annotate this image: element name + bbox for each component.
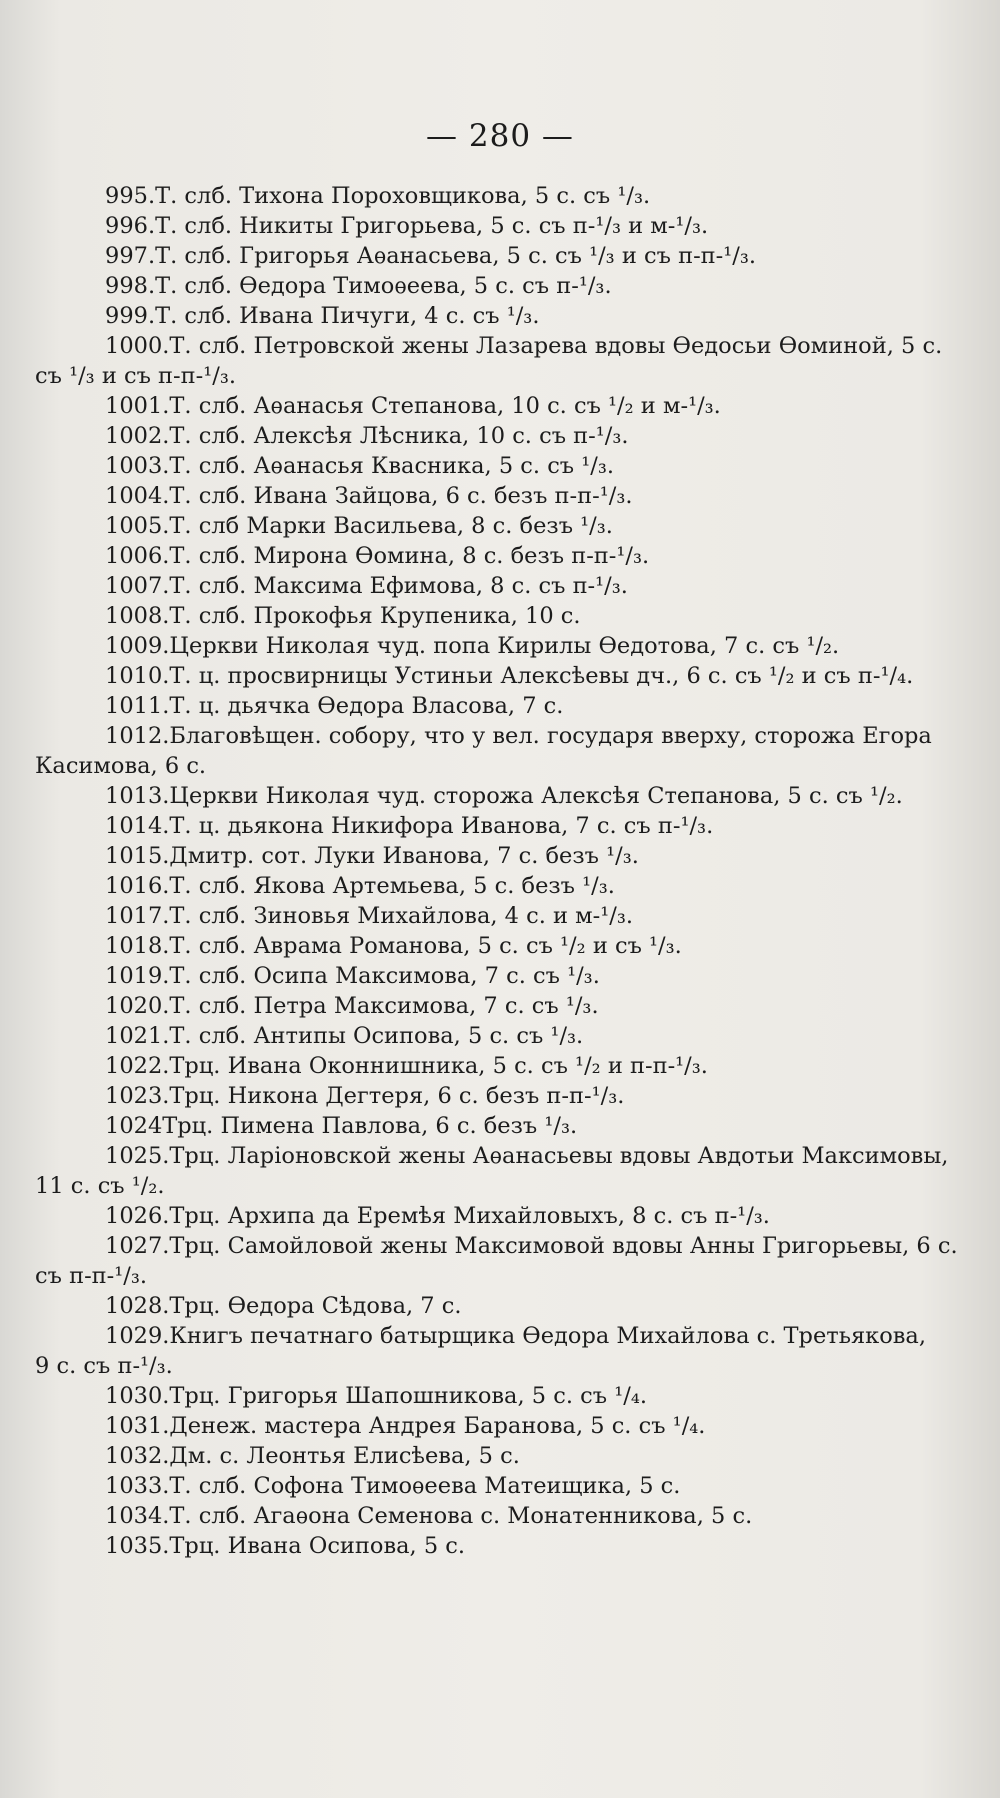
entry-number: 1011. (105, 693, 170, 719)
entry-number: 996. (105, 213, 156, 239)
list-item (35, 1471, 935, 1501)
list-item (35, 421, 935, 451)
entry-number: 1030. (105, 1383, 170, 1409)
entry-text: Т. слб. Аврама Романова, 5 с. съ ¹/₂ и съ ¹/₃. (169, 933, 682, 959)
list-item (35, 1531, 935, 1561)
entry-line (35, 571, 935, 601)
entry-number: 1002. (105, 423, 170, 449)
entry-number: 1021. (105, 1023, 170, 1049)
entry-continuation: 11 с. съ ¹/₂. (35, 1173, 165, 1199)
list-item (35, 1291, 935, 1321)
list-item (35, 931, 935, 961)
entry-text: Трц. Ивана Оконнишника, 5 с. съ ¹/₂ и п-п-¹/₃. (169, 1053, 708, 1079)
entry-line (35, 1321, 935, 1351)
entry-number: 1000. (105, 333, 170, 359)
entry-line (35, 331, 943, 361)
entry-number: 1013. (105, 783, 170, 809)
list-item (35, 661, 935, 691)
list-item (35, 721, 935, 781)
entry-number: 1026. (105, 1203, 170, 1229)
entry-line (35, 391, 935, 421)
entry-text: Т. слб. Агаѳона Семенова с. Монатенникова, 5 с. (169, 1503, 753, 1529)
entry-text: Т. слб. Петра Максимова, 7 с. съ ¹/₃. (169, 993, 599, 1019)
entry-number: 1016. (105, 873, 170, 899)
entry-text: Трц. Архипа да Еремѣя Михайловыхъ, 8 с. съ п-¹/₃. (169, 1203, 770, 1229)
entry-text: Т. слб. Мирона Ѳомина, 8 с. безъ п-п-¹/₃. (169, 543, 650, 569)
list-item (35, 1501, 935, 1531)
entry-line (35, 661, 935, 691)
entry-number: 1028. (105, 1293, 170, 1319)
list-item (35, 961, 935, 991)
entry-line (35, 451, 935, 481)
entry-number: 1017. (105, 903, 170, 929)
entry-line (35, 1051, 935, 1081)
list-item (35, 451, 935, 481)
entry-number: 1020. (105, 993, 170, 1019)
entry-text: Т. ц. дьякона Никифора Иванова, 7 с. съ п-¹/₃. (169, 813, 714, 839)
entry-text: Т. ц. дьячка Ѳедора Власова, 7 с. (169, 693, 564, 719)
entry-number: 1034. (105, 1503, 170, 1529)
entry-line (35, 1411, 935, 1441)
entry-number: 1003. (105, 453, 170, 479)
list-item (35, 1081, 935, 1111)
list-item (35, 241, 935, 271)
list-item (35, 811, 935, 841)
entry-text: Дм. с. Леонтья Елисѣева, 5 с. (169, 1443, 520, 1469)
entry-number: 997. (105, 243, 156, 269)
entry-line (35, 271, 935, 301)
entry-line (35, 691, 935, 721)
entry-line (35, 1021, 935, 1051)
entry-number: 1009. (105, 633, 170, 659)
list-item (35, 1321, 935, 1381)
entry-number: 1029. (105, 1323, 170, 1349)
list-item (35, 571, 935, 601)
entry-text: Т. слб. Аѳанасья Степанова, 10 с. съ ¹/₂ и м-¹/₃. (169, 393, 721, 419)
entry-number: 999. (105, 303, 156, 329)
entry-continuation: 9 с. съ п-¹/₃. (35, 1353, 173, 1379)
entry-line (35, 511, 935, 541)
entry-line (35, 781, 935, 811)
entry-number: 1022. (105, 1053, 170, 1079)
list-item (35, 781, 935, 811)
entry-line (35, 1111, 935, 1141)
entry-text: Трц. Никона Дегтеря, 6 с. безъ п-п-¹/₃. (169, 1083, 625, 1109)
entry-number: 1033. (105, 1473, 170, 1499)
list-item (35, 1411, 935, 1441)
entry-number: 1010. (105, 663, 170, 689)
entry-line (35, 631, 935, 661)
list-item (35, 631, 935, 661)
entry-line (35, 541, 935, 571)
entry-number: 1008. (105, 603, 170, 629)
entry-line (35, 601, 935, 631)
list-item (35, 301, 935, 331)
entry-text: Т. слб. Софона Тимоѳеева Матеищика, 5 с. (169, 1473, 681, 1499)
entry-number: 1004. (105, 483, 170, 509)
entry-line (35, 1231, 958, 1261)
entry-number: 998. (105, 273, 156, 299)
entry-number: 1001. (105, 393, 170, 419)
entry-text: Т. ц. просвирницы Устиньи Алексѣевы дч., 6 с. съ ¹/₂ и съ п-¹/₄. (169, 663, 914, 689)
list-item (35, 691, 935, 721)
entry-number: 1018. (105, 933, 170, 959)
entry-number: 1027. (105, 1233, 170, 1259)
entry-text: Т. слб. Тихона Пороховщикова, 5 с. съ ¹/₃. (155, 183, 651, 209)
list-item (35, 511, 935, 541)
entry-text: Т. слб. Аѳанасья Квасника, 5 с. съ ¹/₃. (169, 453, 615, 479)
list-item (35, 211, 935, 241)
entry-line (35, 1501, 935, 1531)
entry-number: 1025. (105, 1143, 170, 1169)
entry-number: 1012. (105, 723, 170, 749)
entry-text: Т. слб. Прокофья Крупеника, 10 с. (169, 603, 581, 629)
list-item (35, 1231, 958, 1291)
list-item (35, 841, 935, 871)
entry-text: Благовѣщен. собору, что у вел. государя вверху, сторожа Егора (169, 723, 932, 749)
entry-number: 1023. (105, 1083, 170, 1109)
entry-text: Т. слб. Зиновья Михайлова, 4 с. и м-¹/₃. (169, 903, 634, 929)
list-item (35, 541, 935, 571)
entry-line (35, 241, 935, 271)
entry-text: Т. слб Марки Васильева, 8 с. безъ ¹/₃. (169, 513, 613, 539)
entry-line (35, 421, 935, 451)
entry-text: Трц. Ѳедора Сѣдова, 7 с. (169, 1293, 462, 1319)
list-item (35, 1021, 935, 1051)
entry-number: 1006. (105, 543, 170, 569)
list-item (35, 271, 935, 301)
entry-line (35, 841, 935, 871)
list-item (35, 391, 935, 421)
entry-text: Т. слб. Осипа Максимова, 7 с. съ ¹/₃. (169, 963, 600, 989)
entry-text: Дмитр. сот. Луки Иванова, 7 с. безъ ¹/₃. (169, 843, 639, 869)
entry-line (35, 481, 935, 511)
entry-line (35, 1441, 935, 1471)
entry-number: 1032. (105, 1443, 170, 1469)
list-item (35, 1141, 949, 1201)
entry-text: Т. слб. Алексѣя Лѣсника, 10 с. съ п-¹/₃. (169, 423, 629, 449)
list-item (35, 871, 935, 901)
entry-number: 1015. (105, 843, 170, 869)
entry-text: Т. слб. Григорья Аѳанасьева, 5 с. съ ¹/₃ и съ п-п-¹/₃. (155, 243, 757, 269)
list-item (35, 1201, 935, 1231)
entry-text: Т. слб. Никиты Григорьева, 5 с. съ п-¹/₃ и м-¹/₃. (155, 213, 709, 239)
entry-text: Т. слб. Ивана Пичуги, 4 с. съ ¹/₃. (155, 303, 540, 329)
entry-text: Т. слб. Максима Ефимова, 8 с. съ п-¹/₃. (169, 573, 628, 599)
entry-line (35, 1381, 935, 1411)
list-item (35, 601, 935, 631)
entry-line (35, 961, 935, 991)
entry-number: 1014. (105, 813, 170, 839)
entry-line (35, 721, 935, 751)
page-number: — 280 — (426, 118, 574, 154)
entry-number: 1007. (105, 573, 170, 599)
entry-text: Книгъ печатнаго батырщика Ѳедора Михайлова с. Третьякова, (169, 1323, 926, 1349)
list-item (35, 331, 943, 391)
entry-number: 1024 (105, 1113, 163, 1139)
entry-line (35, 1081, 935, 1111)
entry-line (35, 301, 935, 331)
entry-text: Церкви Николая чуд. попа Кирилы Ѳедотова, 7 с. съ ¹/₂. (169, 633, 840, 659)
entry-line (35, 991, 935, 1021)
list-item (35, 1051, 935, 1081)
entry-number: 995. (105, 183, 156, 209)
entry-line (35, 1201, 935, 1231)
entry-line (35, 211, 935, 241)
entry-text: Трц. Пимена Павлова, 6 с. безъ ¹/₃. (162, 1113, 578, 1139)
list-item (35, 481, 935, 511)
entry-continuation: Касимова, 6 с. (35, 753, 207, 779)
entry-continuation: съ ¹/₃ и съ п-п-¹/₃. (35, 363, 237, 389)
entry-text: Т. слб. Ѳедора Тимоѳеева, 5 с. съ п-¹/₃. (155, 273, 612, 299)
entry-number: 1031. (105, 1413, 170, 1439)
entry-number: 1035. (105, 1533, 170, 1559)
entry-line (35, 1531, 935, 1561)
entry-text: Т. слб. Антипы Осипова, 5 с. съ ¹/₃. (169, 1023, 584, 1049)
entry-text: Т. слб. Ивана Зайцова, 6 с. безъ п-п-¹/₃. (169, 483, 633, 509)
entry-list (35, 181, 958, 1561)
entry-text: Трц. Григорья Шапошникова, 5 с. съ ¹/₄. (169, 1383, 647, 1409)
entry-line (35, 1141, 949, 1171)
list-item (35, 1381, 935, 1411)
entry-text: Трц. Ларіоновской жены Аѳанасьевы вдовы Авдотьи Максимовы, (169, 1143, 949, 1169)
entry-text: Денеж. мастера Андрея Баранова, 5 с. съ ¹/₄. (169, 1413, 706, 1439)
entry-continuation: съ п-п-¹/₃. (35, 1263, 148, 1289)
entry-text: Церкви Николая чуд. сторожа Алексѣя Степанова, 5 с. съ ¹/₂. (169, 783, 903, 809)
list-item (35, 181, 935, 211)
entry-line (35, 901, 935, 931)
list-item (35, 1441, 935, 1471)
entry-line (35, 181, 935, 211)
entry-text: Трц. Ивана Осипова, 5 с. (169, 1533, 466, 1559)
entry-line (35, 931, 935, 961)
entry-line (35, 1291, 935, 1321)
entry-line (35, 871, 935, 901)
entry-number: 1019. (105, 963, 170, 989)
list-item (35, 991, 935, 1021)
entry-number: 1005. (105, 513, 170, 539)
entry-line (35, 811, 935, 841)
entry-text: Т. слб. Петровской жены Лазарева вдовы Ѳедосьи Ѳоминой, 5 с. (169, 333, 943, 359)
entry-line (35, 1471, 935, 1501)
entry-text: Трц. Самойловой жены Максимовой вдовы Анны Григорьевы, 6 с. (169, 1233, 958, 1259)
list-item (35, 1111, 935, 1141)
list-item (35, 901, 935, 931)
entry-text: Т. слб. Якова Артемьева, 5 с. безъ ¹/₃. (169, 873, 615, 899)
